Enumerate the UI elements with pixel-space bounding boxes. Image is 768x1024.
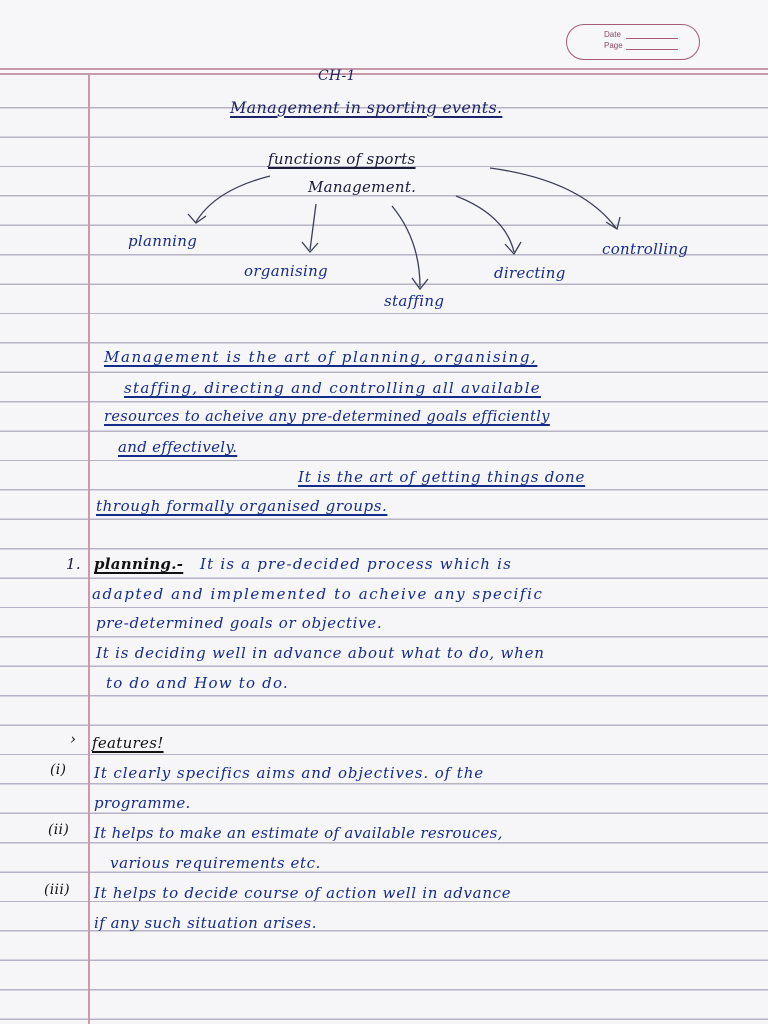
feature-2-line-2: various requirements etc. (110, 854, 322, 872)
arrow-to-directing (456, 196, 514, 252)
arrow-to-organising (310, 204, 316, 250)
definition-line-3: resources to acheive any pre-determined goals efficiently (104, 409, 550, 425)
arrowhead-planning (188, 214, 206, 223)
feature-1-number: (i) (50, 762, 67, 778)
section-number: 1. (66, 555, 81, 573)
feature-1-line-1: It clearly specifics aims and objectives. of the (94, 764, 485, 782)
planning-line-3: pre-determined goals or objective. (96, 614, 383, 632)
definition-alt-line-2: through formally organised groups. (96, 497, 388, 515)
arrow-to-planning (196, 176, 270, 222)
feature-3-number: (iii) (44, 882, 70, 898)
planning-line-2: adapted and implemented to acheive any specific (92, 585, 544, 603)
feature-2-line-1: It helps to make an estimate of available resrouces, (94, 824, 503, 842)
planning-line-1: It is a pre-decided process which is (200, 555, 513, 573)
diagram-node-organising: organising (244, 262, 328, 280)
feature-2-number: (ii) (48, 822, 70, 838)
planning-heading: planning.- (94, 555, 184, 573)
planning-line-5: to do and How to do. (106, 674, 289, 692)
page-title: Management in sporting events. (230, 98, 503, 117)
features-bullet: › (70, 730, 77, 748)
diagram-node-controlling: controlling (602, 240, 689, 258)
arrow-to-controlling (490, 168, 616, 228)
features-heading: features! (92, 734, 164, 752)
definition-line-1: Management is the art of planning, organising, (104, 348, 538, 366)
feature-1-line-2: programme. (94, 794, 191, 812)
chapter-label: CH-1 (318, 68, 356, 84)
definition-alt-line-1: It is the art of getting things done (298, 468, 586, 486)
definition-line-2: staffing, directing and controlling all available (124, 379, 541, 397)
diagram-root-line1: functions of sports (268, 150, 416, 168)
planning-line-4: It is deciding well in advance about what to do, when (96, 644, 545, 662)
feature-3-line-1: It helps to decide course of action well in advance (94, 884, 512, 902)
feature-3-line-2: if any such situation arises. (94, 914, 318, 932)
diagram-node-directing: directing (494, 264, 566, 282)
diagram-node-planning: planning (128, 232, 198, 250)
diagram-node-staffing: staffing (384, 292, 445, 310)
date-label: Date (604, 30, 621, 39)
definition-line-4: and effectively. (118, 438, 238, 456)
page-label: Page (604, 41, 623, 50)
arrow-to-staffing (392, 206, 420, 287)
diagram-root-line2: Management. (308, 178, 417, 196)
